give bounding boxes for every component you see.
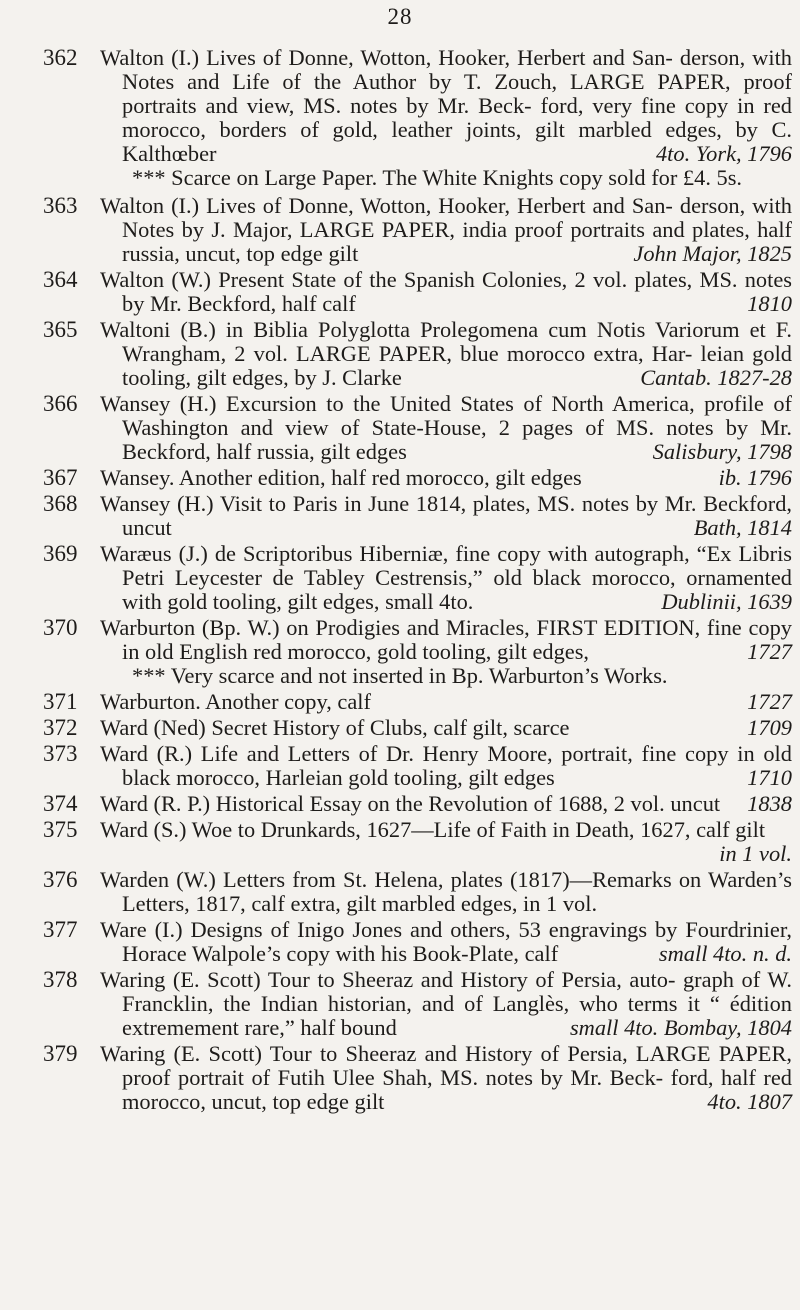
catalogue-entry [0,918,800,966]
entry-description [100,968,792,1040]
entry-line: Ward (S.) Woe to Drunkards, 1627—Life of Faith in Death, [100,817,635,842]
entry-line: Waring (E. Scott) Tour to Sheeraz and History of Persia, auto- [100,967,676,992]
entry-description [100,194,792,266]
imprint-info: Salisbury, 1798 [652,439,792,464]
page-number: 28 [387,4,413,29]
entry-description [100,268,792,316]
catalogue-entry [0,616,800,688]
entry-line: Wansey (H.) Visit to Paris in June 1814, plates, MS. notes by [100,491,659,516]
catalogue-entry [0,318,800,390]
entry-line: ford, very fine copy in red morocco, borders of gold, leather joints, [122,93,792,142]
imprint-info: small 4to. Bombay, 1804 [569,1015,792,1040]
entry-line: Warburton (Bp. W.) on Prodigies and Miracles, FIRST EDITION, [100,615,701,640]
entry-description [100,542,792,614]
lot-number: 368 [43,491,78,516]
imprint-info: 1727 [747,689,792,714]
entry-line: graph of W. Francklin, the Indian historian, and of Langlès, who [122,967,792,1016]
entry-line: portraits and plates, half russia, uncut, top edge gilt [122,217,792,266]
lot-number: 367 [43,465,78,490]
catalogue-entry [0,818,800,866]
entry-description [100,792,792,816]
imprint-info: 4to. York, 1796 [655,141,792,166]
imprint-info: 4to. 1807 [707,1089,792,1114]
imprint-info: 1810 [747,291,792,316]
imprint-info: 1838 [747,791,792,816]
entry-line: Ware (I.) Designs of Inigo Jones and others, 53 engravings by [100,917,678,942]
entry-line: uncut [670,791,721,816]
entry-line: ford, half red morocco, uncut, top edge gilt [122,1065,792,1114]
entry-description [100,868,792,916]
catalogue-entry [0,46,800,190]
entry-description [100,392,792,464]
lot-number: 366 [43,391,78,416]
catalogue-entry [0,542,800,614]
lot-number: 365 [43,317,78,342]
lot-number: 370 [43,615,78,640]
lot-number: 372 [43,715,78,740]
lot-number: 377 [43,917,78,942]
catalogue-entry [0,268,800,316]
imprint-info: small 4to. n. d. [658,941,792,966]
entry-line: ornamented with gold tooling, gilt edges, small 4to. [122,565,792,614]
imprint-info: Cantab. 1827-28 [640,365,792,390]
entry-line: 1627, calf gilt [640,817,766,842]
entry-description [100,690,792,714]
entry-line: derson, with Notes by J. Major, LARGE PAPER, india proof [122,193,792,242]
entry-line: Walton (W.) Present State of the Spanish Colonies, 2 vol. plates, [100,267,693,292]
catalogue-entry [0,868,800,916]
entry-note: *** Very scarce and not inserted in Bp. Warburton’s Works. [132,663,668,688]
entry-line: gilt marbled edges, by C. Kalthœber [122,117,792,166]
catalogue-entry [0,792,800,816]
entry-line: Walton (I.) Lives of Donne, Wotton, Hooker, Herbert and San- [100,45,673,70]
catalogue-entry [0,716,800,740]
catalogue-entry [0,742,800,790]
imprint-info: 1727 [747,639,792,664]
entry-line: Libris Petri Leycester de Tabley Cestrensis,” old black morocco, [122,541,792,590]
entry-line: Warden (W.) Letters from St. Helena, plates (1817)—Remarks [100,867,672,892]
entry-line: Ward (Ned) Secret History of Clubs, calf gilt, scarce [100,715,570,740]
imprint-info: 1709 [747,715,792,740]
entry-line: Mr. Beckford, uncut [122,491,792,540]
entry-description [100,46,792,166]
entry-line: Waræus (J.) de Scriptoribus Hiberniæ, fine copy with autograph, “Ex [100,541,732,566]
catalogue-entry [0,492,800,540]
catalogue-entry [0,1042,800,1114]
entry-description [100,918,792,966]
entry-line: Waring (E. Scott) Tour to Sheeraz and History of Persia, LARGE [100,1041,711,1066]
catalogue-entry [0,194,800,266]
entry-line: PAPER, proof portrait of Futih Ulee Shah, MS. notes by Mr. Beck- [122,1041,792,1090]
imprint-info: in 1 vol. [719,841,792,866]
entry-line: Ward (R.) Life and Letters of Dr. Henry Moore, portrait, fine copy [100,741,729,766]
entry-note: *** Scarce on Large Paper. The White Knights copy sold for £4. 5s. [132,165,743,190]
imprint-info: Dublinii, 1639 [661,589,792,614]
entry-description [100,616,792,664]
entry-description [100,466,792,490]
entry-description [100,492,792,540]
lot-number: 374 [43,791,78,816]
entry-line: LARGE PAPER, proof portraits and view, MS. notes by Mr. Beck- [122,69,792,118]
imprint-info: 1710 [747,765,792,790]
entry-line: MS. notes by Mr. Beckford, half calf [122,267,793,316]
lot-number: 378 [43,967,78,992]
entry-line: derson, with Notes and Life of the Author by T. Zouch, [122,45,792,94]
entry-line: et F. Wrangham, 2 vol. LARGE PAPER, blue morocco extra, Har- [122,317,792,366]
entry-line: on Warden’s Letters, 1817, calf extra, gilt marbled edges, in 1 vol. [122,867,792,916]
catalogue-entry [0,392,800,464]
entry-line: Ward (R. P.) Historical Essay on the Revolution of 1688, 2 vol. [100,791,665,816]
entry-line: Wansey. Another edition, half red morocco, gilt edges [100,465,582,490]
entry-description [100,1042,792,1114]
entry-line: Wansey (H.) Excursion to the United States of North America, [100,391,695,416]
catalogue-entry [0,466,800,490]
entry-description [100,318,792,390]
entry-line: terms it “ édition extremement rare,” half bound [122,991,792,1040]
entry-line: Fourdrinier, Horace Walpole’s copy with his Book-Plate, calf [122,917,792,966]
lot-number: 369 [43,541,78,566]
imprint-info: ib. 1796 [718,465,792,490]
imprint-info: John Major, 1825 [633,241,792,266]
imprint-info: Bath, 1814 [693,515,792,540]
entry-line: Warburton. Another copy, calf [100,689,371,714]
entry-description [100,742,792,790]
catalogue-entry [0,968,800,1040]
entry-line: notes by Mr. Beckford, half russia, gilt edges [122,415,792,464]
catalogue-entries [0,46,800,1114]
lot-number: 376 [43,867,78,892]
lot-number: 363 [43,193,78,218]
entry-line: leian gold tooling, gilt edges, by J. Clarke [122,341,792,390]
lot-number: 371 [43,689,78,714]
lot-number: 375 [43,817,78,842]
lot-number: 364 [43,267,78,292]
catalogue-entry [0,690,800,714]
entry-line: Waltoni (B.) in Biblia Polyglotta Prolegomena cum Notis Variorum [100,317,740,342]
lot-number: 362 [43,45,78,70]
entry-line: profile of Washington and view of State-House, 2 pages of MS. [122,391,792,440]
entry-description [100,818,792,866]
lot-number: 379 [43,1041,78,1066]
entry-line: in old black morocco, Harleian gold tooling, gilt edges [122,741,792,790]
entry-description [100,716,792,740]
entry-line: fine copy in old English red morocco, gold tooling, gilt edges, [122,615,792,664]
entry-line: Walton (I.) Lives of Donne, Wotton, Hooker, Herbert and San- [100,193,673,218]
lot-number: 373 [43,741,78,766]
